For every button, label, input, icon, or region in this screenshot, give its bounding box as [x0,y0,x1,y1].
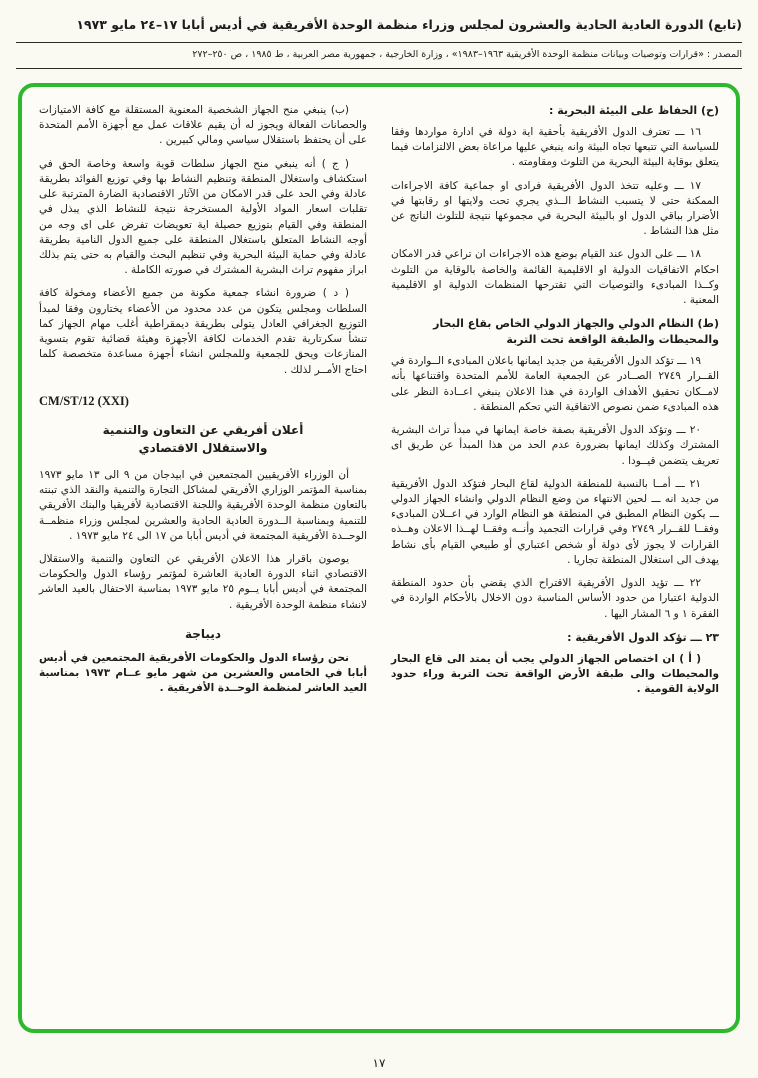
paragraph-17: ١٧ ـــ وعليه تتخذ الدول الأفريقية فرادى او جماعية كافة الاجراءات الممكنة حتى لا يتسبب النشاط الــذي يجري تحت ولايتها او رقابتها في الأضرار بباقي الدول او بالبيئة البحرية في مجموعها نتيجة للتلوث الناتج عن مثل هذا النشاط . [391,179,719,238]
header-divider-bottom [16,68,742,69]
preamble-title: ديباجة [185,626,221,641]
paragraph-b: (ب) ينبغي منح الجهاز الشخصية المعنوية المستقلة مع كافة الامتيازات والحصانات الفعالة ويجوز له أن يقيم علاقات عمل مع أجهزة الأمم المتحدة على أن يحتفظ باستقلال سياسي ومالي كبيرين . [39,104,367,147]
paragraph-c: ( ج ) أنه ينبغي منح الجهاز سلطات قوية واسعة وخاصة الحق في استكشاف واستغلال المنطقة وتنظيم النشاط بها وفي توزيع الفوائد بطريقة عادلة وفي الحد على قدر الامكان من الآثار الاقتصادية الضارة المترتبة على تقلبات اسعار المواد الأولية المستخرجة نتيجة للنشاط الذي يبذل في المنطقة وفي القيام بتوزيع حصيلة اية تعويضات تفرض على اى وجه من أوجه النشاط المتعلق باستغلال المنطقة على جميع الدول النامية بطريقة عادلة وفي حماية البيئة البحرية وفي تنظيم البحث والقيام به حتى يتم بذلك ابراز مفهوم تراث البشرية المشترك في صورته الكاملة . [39,157,367,277]
heading-marine-environment: (ح) الحفاظ على البيئة البحرية : [549,104,719,117]
paragraph-ministers: أن الوزراء الأفريقيين المجتمعين في ابيدجان من ٩ الى ١٣ مايو ١٩٧٣ بمناسبة المؤتمر الوزاري الأفريقي لمشاكل التجارة والتنمية والنقد الذي تبنته بالتعاون منظمة الوحدة الأفريقية واللجنة الاقتصادية لأفريقيا والبنك الأفريقي للتنمية وبمناسبة الــدورة العادية الحادية والعشرين لمجلس وزراء منظمــة الوحــدة الأفريقية المجتمعة في أديس أبابا من ١٧ الى ٢٤ مايو ١٩٧٣ . [39,468,367,542]
paragraph-preamble: نحن رؤساء الدول والحكومات الأفريقية المجتمعين في أديس أبابا في الخامس والعشرين من شهر مايو عــام ١٩٧٣ بمناسبة العيد العاشر لمنظمة الوحــدة الأفريقية . [39,651,367,695]
paragraph-18: ١٨ ـــ على الدول عند القيام بوضع هذه الاجراءات ان تراعي قدر الامكان احكام الاتفاقيات الدولية او الاقليمية القائمة والخاصة بالوقاية من التلوث وكــذا المبادىء والتوصيات التي تقترحها المنظمات الدولية او الاقليمية المعنية . [391,248,719,307]
paragraph-22: ٢٢ ـــ تؤيد الدول الأفريقية الاقتراح الذي يقضي بأن حدود المنطقة الدولية اعتبارا من حدود الأساس المناسبة دون الاخلال بالأحكام الواردة في الفقرة ١ و ٦ المشار اليها . [391,577,719,620]
paragraph-20: ٢٠ ـــ وتؤكد الدول الأفريقية بصفة خاصة ايمانها في مبدأ تراث البشرية المشترك وكذلك ايمانها بضرورة عدم الحد من هذا المبدأ عن طريق اى تعريف يتضمن قيــودا . [391,424,719,467]
document-header [0,0,758,69]
column-left [39,103,367,1013]
paragraph-recommendation: يوصون باقرار هذا الاعلان الأفريقي عن التعاون والتنمية والاستقلال الاقتصادي اثناء الدورة العادية العاشرة لمؤتمر رؤساء الدول والحكومات المجتمعة في أديس أبابا يــوم ٢٥ مايو ١٩٧٣ بمناسبة الاحتفال بالعيد العاشر لانشاء منظمة الوحدة الأفريقية . [39,553,367,611]
document-footer [0,1056,758,1070]
document-reference-code: CM/ST/12 (XXI) [39,393,129,408]
text-columns [39,103,719,1013]
paragraph-16: ١٦ ـــ تعترف الدول الأفريقية بأحقية اية دولة في ادارة مواردها وفقا للسياسة التي تتبعها تجاه البيئة وانه ينبغي عليها مراعاة بعض الالتزامات فيما يتعلق بوقاية البيئة البحرية من التلوث ومقاومته . [391,125,719,169]
page-number: ١٧ [372,1056,386,1070]
column-right [391,103,719,1013]
heading-paragraph-23: ٢٣ ـــ تؤكد الدول الأفريقية : [567,630,719,644]
paragraph-21: ٢١ ـــ أمــا بالنسبة للمنطقة الدولية لقاع البحار فتؤكد الدول الأفريقية من جديد انه ـــ لحين الانتهاء من وضع النظام الدولي وانشاء الجهاز الدولي ـــ يكون النظام المطبق في المنطقة هو النظام الوارد في اعــلان المبادىء وفقــا للقــرار ٢٧٤٩ وفي قرارات التجميد وأنــه وفقــا لهــذا الاعلان وهــذه القرارات لا يجوز لأى دولة أو شخص اعتباري أو طبيعي القيام بأى نشاط يهدف الى استغلال المنطقة تجاريا . [391,477,719,566]
header-divider-top [16,42,742,43]
paragraph-d: ( د ) ضرورة انشاء جمعية مكونة من جميع الأعضاء ومخولة كافة السلطات ومجلس يتكون من عدد محدود من الأعضاء يختارون وفقا لمبدأ التوزيع الجغرافي العادل يتولى بطريقة ديمقراطية أغلب مهام الجهاز كما تنشأ سكرتارية تقدم الخدمات لكافة الأجهزة وهيئة قضائية تقوم بتسوية المنازعات ويحق للجمعية وللمجلس انشاء أجهزة مساعدة متخصصة كلما احتاج الأمــر لذلك . [39,287,367,376]
green-frame [18,83,740,1033]
header-source-line: المصدر : «قرارات وتوصيات وبيانات منظمة الوحدة الأفريقية ١٩٦٣–١٩٨٣» ، وزارة الخارجية ، جمهورية مصر العربية ، ط ١٩٨٥ ، ص ٢٥٠–٢٧٢ [192,48,742,60]
declaration-title: أعلان أفريقي عن التعاون والتنمية والاستقلال الاقتصادي [102,422,304,456]
header-title: (تابع) الدورة العادية الحادية والعشرون لمجلس وزراء منظمة الوحدة الأفريقية في أديس أبابا ١٧–٢٤ مايو ١٩٧٣ [76,17,742,32]
paragraph-23-a: ( أ ) ان اختصاص الجهاز الدولي يجب أن يمتد الى قاع البحار والمحيطات والى طبقة الأرض الواقعة تحت التربة وراء حدود الولاية القومية . [391,652,719,696]
heading-international-seabed-regime: (ط) النظام الدولي والجهاز الدولي الخاص بقاع البحار والمحيطات والطبقة الواقعة تحت التربة [433,317,719,347]
paragraph-19: ١٩ ـــ تؤكد الدول الأفريقية من جديد ايمانها باعلان المبادىء الــواردة في القــرار ٢٧٤٩ الصــادر عن الجمعية العامة للأمم المتحدة واقتناعها بأنه لامــكان تحقيق الأهداف الواردة في هذا الاعلان ينبغي اعــادة النظر على هذه المبادىء ضمن نصوص الاتفاقية التي تحكم المنطقة . [391,355,719,413]
